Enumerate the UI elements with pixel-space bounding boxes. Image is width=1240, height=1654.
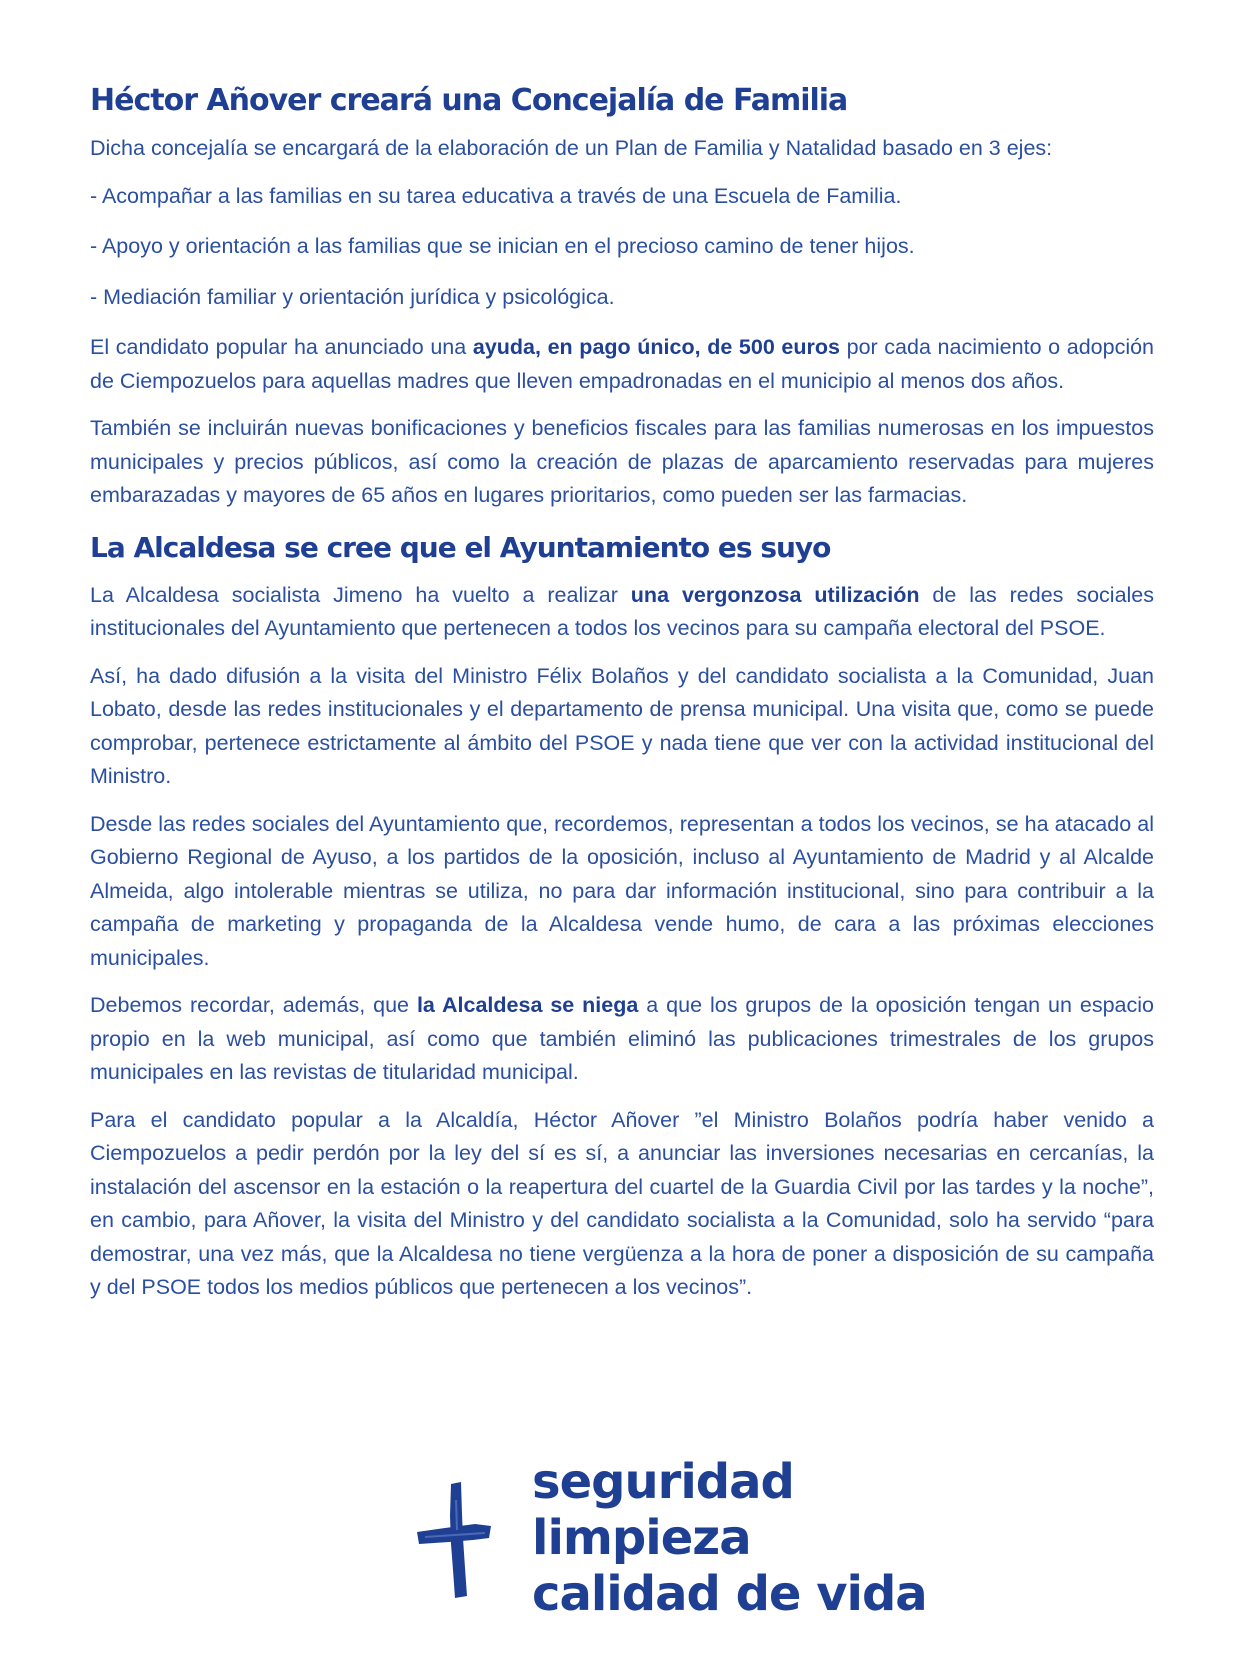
- aid-text-after: por cada nacimiento o adopción de Ciempozuelos para aquellas madres que lleven empadronadas en el municipio al menos dos años.: [90, 335, 1155, 393]
- plus-brush-icon: [415, 1480, 493, 1600]
- article: [90, 78, 1154, 1319]
- visit-paragraph: Así, ha dado difusión a la visita del Ministro Félix Bolaños y del candidato socialista a la Comunidad, Juan Lobato, desde las redes institucionales y el departamento de prensa municipal. Una visita que, como se puede comprobar, pertenece estrictamente al ámbito del PSOE y nada tiene que ver con la actividad institucional del Ministro.: [90, 663, 1154, 788]
- quote-paragraph: Para el candidato popular a la Alcaldía, Héctor Añover ”el Ministro Bolaños podría haber venido a Ciempozuelos a pedir perdón por la ley del sí es sí, a anunciar las inversiones necesarias en cercanías, la instalación del ascensor en la estación o la reapertura del cuartel de la Guardia Civil por las tardes y la noche”, en cambio, para Añover, la visita del Ministro y del candidato socialista a la Comunidad, solo ha servido “para demostrar, una vez más, que la Alcaldesa no tiene vergüenza a la hora de poner a disposición de su campaña y del PSOE todos los medios públicos que pertenecen a los vecinos”.: [90, 1107, 1154, 1299]
- bonus-paragraph: También se incluirán nuevas bonificaciones y beneficios fiscales para las familias numerosas en los impuestos municipales y precios públicos, así como la creación de plazas de aparcamiento reservadas para mujeres embarazadas y mayores de 65 años en lugares prioritarios, como pueden ser las farmacias.: [90, 416, 1154, 507]
- usage-highlight: una vergonzosa utilización: [630, 582, 920, 607]
- usage-paragraph: [90, 579, 1154, 646]
- attack-paragraph: Desde las redes sociales del Ayuntamiento que, recordemos, representan a todos los vecinos, se ha atacado al Gobierno Regional de Ayuso, a los partidos de la oposición, incluso al Ayuntamiento de Madrid y al Alcalde Almeida, algo intolerable mientras se utiliza, no para dar información institucional, sino para contribuir a la campaña de marketing y propaganda de la Alcaldesa vende humo, de cara a las próximas elecciones municipales.: [90, 811, 1154, 970]
- refuse-highlight: la Alcaldesa se niega: [416, 993, 639, 1017]
- refuse-text-before: Debemos recordar, además, que: [90, 993, 417, 1017]
- aid-highlight: ayuda, en pago único, de 500 euros: [472, 335, 840, 359]
- list-item: - Apoyo y orientación a las familias que se inician en el precioso camino de tener hijos.: [90, 234, 915, 258]
- slogan-line: seguridad: [532, 1454, 794, 1510]
- refuse-paragraph: [90, 989, 1154, 1090]
- usage-text-before: La Alcaldesa socialista Jimeno ha vuelto a realizar: [90, 582, 631, 607]
- aid-text-before: El candidato popular ha anunciado una: [90, 335, 473, 359]
- list-item: - Acompañar a las familias en su tarea educativa a través de una Escuela de Familia.: [90, 183, 902, 208]
- campaign-footer: [415, 1454, 935, 1624]
- refuse-text-after: a que los grupos de la oposición tengan un espacio propio en la web municipal, así como que también eliminó las publicaciones trimestrales de los grupos municipales en las revistas de titularidad municipal.: [90, 993, 1155, 1084]
- usage-text-after: de las redes sociales institucionales del Ayuntamiento que pertenecen a todos los vecinos para su campaña electoral del PSOE.: [90, 582, 1155, 640]
- aid-paragraph: [90, 331, 1154, 398]
- campaign-slogan: [532, 1454, 927, 1622]
- slogan-line: calidad de vida: [532, 1566, 927, 1622]
- section2-title: La Alcaldesa se cree que el Ayuntamiento es suyo: [90, 530, 831, 564]
- list-item: - Mediación familiar y orientación jurídica y psicológica.: [90, 284, 615, 309]
- section1-intro: Dicha concejalía se encargará de la elaboración de un Plan de Familia y Natalidad basado en 3 ejes:: [90, 136, 1053, 160]
- section1-title: Héctor Añover creará una Concejalía de Familia: [90, 83, 848, 118]
- slogan-line: limpieza: [532, 1510, 751, 1566]
